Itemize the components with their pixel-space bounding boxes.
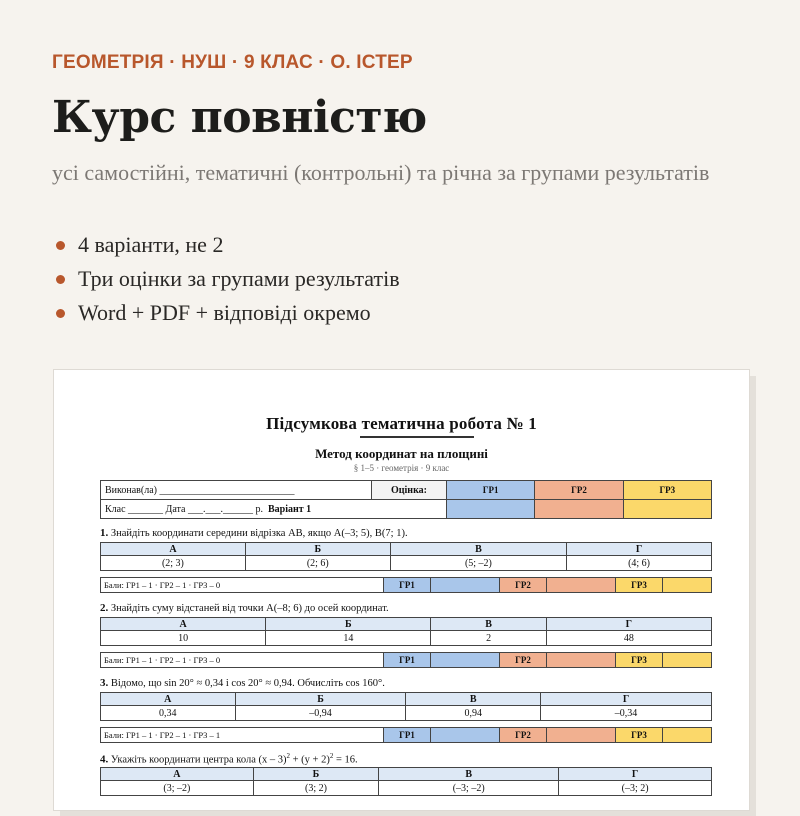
question-text: Знайдіть координати середини відрізка AB, якщо A(–3; 5), B(7; 1). [110, 528, 408, 539]
feature-item [56, 266, 400, 300]
group-2-score [535, 500, 623, 519]
feature-item [56, 300, 400, 334]
score-text: Бали: ГР1 – 1 · ГР2 – 1 · ГР3 – 1 [101, 728, 384, 743]
group-2-tag: ГР2 [500, 578, 547, 593]
question-3 [100, 677, 385, 689]
option-label: Г [541, 693, 712, 706]
option-label: А [101, 768, 254, 781]
group-2-box [547, 653, 616, 668]
answer-cell: (5; –2) [390, 556, 566, 571]
question-text: + (y + 2) [290, 754, 330, 766]
answer-cell: (–3; 2) [559, 781, 712, 796]
page-title: Курс повністю [52, 92, 427, 143]
feature-text: Word + PDF + відповіді окремо [78, 300, 371, 325]
answer-cell: (2; 6) [245, 556, 390, 571]
answer-cell: 10 [101, 631, 266, 646]
question-1 [100, 527, 408, 539]
worksheet-subtitle: Метод координат на площині [315, 446, 488, 461]
option-label: А [101, 543, 246, 556]
option-label: Б [253, 768, 378, 781]
bullet-icon [56, 241, 65, 250]
answer-cell: 48 [546, 631, 711, 646]
group-3-header: ГР3 [623, 481, 711, 500]
question-text: = 16. [333, 754, 358, 766]
group-1-tag: ГР1 [384, 728, 431, 743]
worksheet-meta: § 1–5 · геометрія · 9 клас [353, 463, 450, 473]
grade-label: Оцінка: [372, 481, 447, 500]
answer-cell: (4; 6) [567, 556, 712, 571]
option-label: Г [567, 543, 712, 556]
question-text: Відомо, що sin 20° ≈ 0,34 і cos 20° ≈ 0,94. Обчисліть cos 160°. [110, 678, 385, 689]
group-1-box [431, 653, 500, 668]
option-label: Г [546, 618, 711, 631]
feature-text: Три оцінки за групами результатів [78, 266, 400, 291]
group-3-box [663, 728, 712, 743]
answer-cell: –0,34 [541, 706, 712, 721]
answer-cell: (–3; –2) [379, 781, 559, 796]
answer-cell: (3; 2) [253, 781, 378, 796]
feature-text: 4 варіанти, не 2 [78, 232, 224, 257]
feature-list [56, 232, 400, 334]
option-label: В [379, 768, 559, 781]
worksheet-title [54, 414, 749, 434]
option-label: Г [559, 768, 712, 781]
answer-cell: 0,94 [406, 706, 541, 721]
question-number: 3. [100, 677, 109, 689]
answers-table-4 [100, 767, 712, 796]
group-2-box [547, 728, 616, 743]
group-3-score [623, 500, 711, 519]
question-number: 1. [100, 527, 109, 539]
variant-label: Варіант 1 [267, 503, 312, 515]
score-row-1 [100, 577, 712, 593]
score-text: Бали: ГР1 – 1 · ГР2 – 1 · ГР3 – 0 [101, 578, 384, 593]
group-1-tag: ГР1 [384, 653, 431, 668]
performer-field: Виконав(ла) ___________________________ [101, 481, 372, 500]
group-1-tag: ГР1 [384, 578, 431, 593]
feature-item [56, 232, 400, 266]
group-1-box [431, 578, 500, 593]
kicker: ГЕОМЕТРІЯ · НУШ · 9 КЛАС · О. ІСТЕР [52, 52, 413, 73]
group-1-score [447, 500, 535, 519]
group-1-box [431, 728, 500, 743]
score-text: Бали: ГР1 – 1 · ГР2 – 1 · ГР3 – 0 [101, 653, 384, 668]
question-number: 2. [100, 602, 109, 614]
answer-cell: (2; 3) [101, 556, 246, 571]
option-label: Б [266, 618, 431, 631]
group-2-header: ГР2 [535, 481, 623, 500]
score-row-3 [100, 727, 712, 743]
answer-cell: 0,34 [101, 706, 236, 721]
title-underline [360, 436, 474, 438]
score-row-2 [100, 652, 712, 668]
header-table [100, 480, 712, 519]
class-date-text: Клас _______ Дата ___.___.______ р. [105, 503, 263, 515]
group-1-header: ГР1 [447, 481, 535, 500]
option-label: А [101, 618, 266, 631]
group-3-tag: ГР3 [616, 578, 663, 593]
option-label: В [431, 618, 546, 631]
worksheet-title-text: Підсумкова тематична робота № 1 [266, 414, 537, 433]
option-label: Б [245, 543, 390, 556]
group-3-tag: ГР3 [616, 728, 663, 743]
page-subtitle: усі самостійні, тематичні (контрольні) та річна за групами результатів [52, 160, 710, 185]
question-text: Знайдіть суму відстаней від точки A(–8; 6) до осей координат. [110, 603, 389, 614]
answers-table-1 [100, 542, 712, 571]
question-number: 4. [100, 753, 109, 766]
option-label: А [101, 693, 236, 706]
question-4 [100, 752, 358, 766]
group-3-tag: ГР3 [616, 653, 663, 668]
answer-cell: 14 [266, 631, 431, 646]
exponent: 2 [329, 752, 334, 760]
group-2-tag: ГР2 [500, 653, 547, 668]
class-date-field [101, 500, 447, 519]
answer-cell: (3; –2) [101, 781, 254, 796]
option-label: Б [235, 693, 406, 706]
exponent: 2 [286, 752, 290, 760]
answer-cell: –0,94 [235, 706, 406, 721]
answers-table-2 [100, 617, 712, 646]
group-2-tag: ГР2 [500, 728, 547, 743]
group-3-box [663, 653, 712, 668]
option-label: В [390, 543, 566, 556]
group-3-box [663, 578, 712, 593]
bullet-icon [56, 275, 65, 284]
question-2 [100, 602, 389, 614]
option-label: В [406, 693, 541, 706]
worksheet-preview [53, 369, 750, 811]
answers-table-3 [100, 692, 712, 721]
question-text: Укажіть координати центра кола (x – 3) [110, 754, 287, 766]
bullet-icon [56, 309, 65, 318]
answer-cell: 2 [431, 631, 546, 646]
group-2-box [547, 578, 616, 593]
